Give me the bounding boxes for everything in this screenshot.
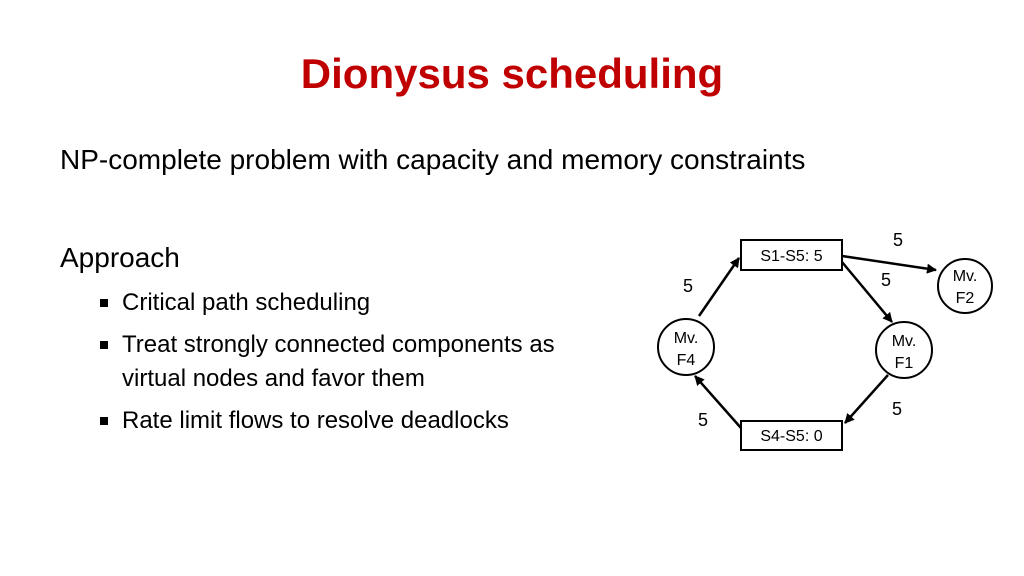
node-mv-f2-line2: F2 xyxy=(955,290,975,307)
node-s1-s5 xyxy=(741,240,842,270)
node-mv-f4 xyxy=(658,319,714,375)
approach-heading: Approach xyxy=(60,242,180,273)
node-mv-f4-line2: F4 xyxy=(676,352,696,369)
edge-label-f4-s1s5: 5 xyxy=(682,276,694,296)
edge-s1s5-to-f2 xyxy=(842,256,936,270)
node-mv-f4-line1: Mv. xyxy=(673,330,699,347)
slide-title: Dionysus scheduling xyxy=(300,50,724,97)
bullet-text: Treat strongly connected components as virtual nodes and favor them xyxy=(122,331,555,392)
node-mv-f1-line2: F1 xyxy=(894,355,914,372)
intro-line: NP-complete problem with capacity and memory constraints xyxy=(60,144,806,175)
edge-label-f1-s4s5: 5 xyxy=(891,399,903,419)
edge-label-s4s5-f4: 5 xyxy=(697,410,709,430)
edge-label-s1s5-f1: 5 xyxy=(880,270,892,290)
node-mv-f1 xyxy=(876,322,932,378)
bullet-text: Rate limit flows to resolve deadlocks xyxy=(122,407,509,434)
edge-f4-to-s1s5 xyxy=(699,258,739,316)
bullet-text: Critical path scheduling xyxy=(122,289,371,316)
edge-label-s1s5-f2: 5 xyxy=(892,230,904,250)
node-s4-s5-label: S4-S5: 0 xyxy=(760,428,823,445)
node-mv-f2 xyxy=(938,259,992,313)
node-s1-s5-label: S1-S5: 5 xyxy=(760,248,823,265)
node-mv-f1-line1: Mv. xyxy=(891,333,917,350)
node-s4-s5 xyxy=(741,421,842,450)
node-mv-f2-line1: Mv. xyxy=(952,268,978,285)
edge-f1-to-s4s5 xyxy=(845,375,888,423)
